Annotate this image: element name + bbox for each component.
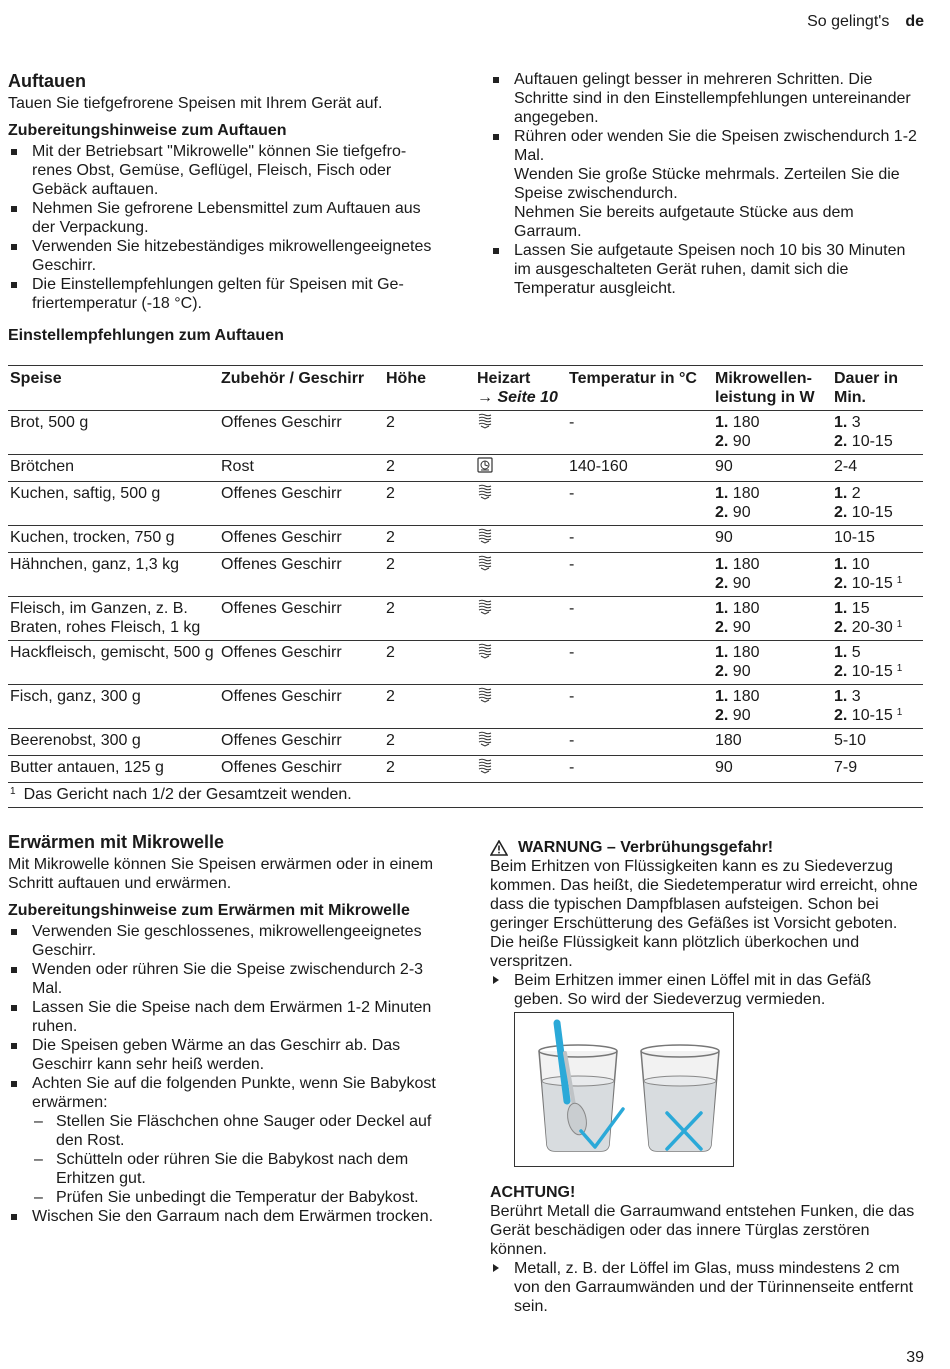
cell-speise: Kuchen, trocken, 750 g xyxy=(10,529,175,546)
header-speise: Speise xyxy=(10,370,62,387)
footnote-mark: 1 xyxy=(10,786,16,797)
leistung-step1: 180 xyxy=(732,644,760,661)
caution-title: ACHTUNG! xyxy=(490,1184,576,1201)
leistung-step2: 90 xyxy=(732,619,751,636)
microwave-icon xyxy=(477,599,493,615)
caution-text: Berührt Metall die Garraumwand entstehen Funken, die das Gerät beschädigen oder das innere Türglas zerstören können. xyxy=(490,1203,915,1258)
cell-speise: Beerenobst, 300 g xyxy=(10,732,141,749)
list-item: Lassen Sie die Speise nach dem Erwärmen 1-2 Minuten ruhen. xyxy=(8,998,440,1036)
footnote-ref: 1 xyxy=(896,575,903,586)
footnote-text: Das Gericht nach 1/2 der Gesamtzeit wenden. xyxy=(23,786,352,803)
cell-zubehoer: Offenes Geschirr xyxy=(221,529,342,546)
section-name: So gelingt's xyxy=(807,13,890,30)
cell-dauer xyxy=(832,411,923,455)
microwave-icon xyxy=(477,413,493,429)
cell-zubehoer: Offenes Geschirr xyxy=(221,485,342,502)
cell-leistung xyxy=(713,455,832,482)
sub-list-item: – Schütteln oder rühren Sie die Babykost nach dem Erhitzen gut. xyxy=(32,1150,440,1188)
step-number: 1. xyxy=(715,556,729,573)
auftauen-title: Auftauen xyxy=(8,71,86,91)
cell-zubehoer: Offenes Geschirr xyxy=(221,644,342,661)
leistung-step1: 180 xyxy=(732,414,760,431)
dauer-step1: 3 xyxy=(851,688,861,705)
cell-temp: - xyxy=(569,485,575,502)
cell-dauer xyxy=(832,641,923,685)
cell-dauer xyxy=(832,685,923,729)
footnote-ref: 1 xyxy=(896,663,903,674)
cell-heizart xyxy=(475,455,567,482)
hot-air-icon xyxy=(477,457,493,473)
cell-temp: - xyxy=(569,556,575,573)
cell-temp: - xyxy=(569,644,575,661)
header-heizart xyxy=(475,366,567,411)
sub-list-item: – Stellen Sie Fläschchen ohne Sauger oder Deckel auf den Rost. xyxy=(32,1112,440,1150)
cell-heizart xyxy=(475,411,567,455)
step-number: 2. xyxy=(715,504,729,521)
table-footnote xyxy=(8,783,923,808)
leistung-step1: 180 xyxy=(732,556,760,573)
step-number: 2. xyxy=(834,575,848,592)
cell-hoehe: 2 xyxy=(386,556,395,573)
step-number: 1. xyxy=(715,414,729,431)
warning-title: WARNUNG – Verbrühungsgefahr! xyxy=(518,839,774,856)
erwaermen-title: Erwärmen mit Mikrowelle xyxy=(8,832,225,852)
warning-heading xyxy=(490,838,922,857)
cell-temp: - xyxy=(569,414,575,431)
leistung-step2: 90 xyxy=(732,433,751,450)
dauer-step2: 20-30 xyxy=(851,619,893,636)
cell-leistung xyxy=(713,641,832,685)
cell-hoehe: 2 xyxy=(386,759,395,776)
dauer-step2: 10-15 xyxy=(851,575,893,592)
leistung-step1: 180 xyxy=(732,485,760,502)
footnote-ref: 1 xyxy=(896,707,903,718)
table-row xyxy=(8,685,923,729)
leistung-value: 90 xyxy=(715,529,733,546)
cell-heizart xyxy=(475,526,567,553)
dauer-step2: 10-15 xyxy=(851,433,893,450)
cell-speise: Kuchen, saftig, 500 g xyxy=(10,485,161,502)
cell-temp: - xyxy=(569,732,575,749)
microwave-icon xyxy=(477,555,493,571)
step-number: 1. xyxy=(715,600,729,617)
cell-hoehe: 2 xyxy=(386,732,395,749)
table-row xyxy=(8,482,923,526)
list-item: Verwenden Sie hitzebeständiges mikrowellengeeignetes Geschirr. xyxy=(8,237,440,275)
caution-action-list xyxy=(490,1259,922,1316)
step-number: 1. xyxy=(715,485,729,502)
dauer-value: 10-15 xyxy=(834,529,875,546)
page-number: 39 xyxy=(906,1349,924,1366)
dauer-step2: 10-15 xyxy=(851,707,893,724)
table-title: Einstellempfehlungen zum Auftauen xyxy=(8,327,284,344)
table-row xyxy=(8,597,923,641)
leistung-value: 90 xyxy=(715,458,733,475)
cell-leistung xyxy=(713,482,832,526)
step-number: 1. xyxy=(715,688,729,705)
cell-speise: Fleisch, im Ganzen, z. B. Braten, rohes Fleisch, 1 kg xyxy=(10,600,201,636)
header-zubehoer: Zubehör / Geschirr xyxy=(221,370,365,387)
caution-box xyxy=(490,1183,922,1316)
warning-text: Beim Erhitzen von Flüssigkeiten kann es zu Siedeverzug kommen. Das heißt, die Siedetemperatur wird erreicht, ohne dass die typischen Dampfblasen aufsteigen. Schon bei geringer Erschütterung des Gefäßes ist Vorsicht geboten. Die heiße Flüssigkeit kann plötzlich überkochen und verspritzen. xyxy=(490,858,918,970)
cell-leistung xyxy=(713,553,832,597)
header-leistung: Mikrowellenleistung in W xyxy=(715,370,815,406)
cell-temp: - xyxy=(569,688,575,705)
microwave-icon xyxy=(477,528,493,544)
list-item-text: Wenden Sie große Stücke mehrmals. Zerteilen Sie die Speise zwischendurch. xyxy=(514,166,900,202)
cell-hoehe: 2 xyxy=(386,485,395,502)
cell-hoehe: 2 xyxy=(386,688,395,705)
header-hoehe: Höhe xyxy=(386,370,426,387)
cell-temp: 140-160 xyxy=(569,458,628,475)
list-item xyxy=(8,1074,440,1207)
list-item-text: Nehmen Sie bereits aufgetaute Stücke aus dem Garraum. xyxy=(514,204,854,240)
cell-dauer xyxy=(832,482,923,526)
auftauen-right-column xyxy=(490,70,920,298)
dauer-step1: 15 xyxy=(851,600,870,617)
cell-heizart xyxy=(475,641,567,685)
step-number: 1. xyxy=(834,485,848,502)
warning-action-list xyxy=(490,971,922,1009)
auftauen-hints-title: Zubereitungshinweise zum Auftauen xyxy=(8,122,287,139)
warning-action: Beim Erhitzen immer einen Löffel mit in das Gefäß geben. So wird der Siedeverzug vermieden. xyxy=(490,971,922,1009)
auftauen-steps-list xyxy=(490,70,920,298)
leistung-step1: 180 xyxy=(732,688,760,705)
step-number: 2. xyxy=(715,433,729,450)
page-header xyxy=(807,12,924,31)
cell-hoehe: 2 xyxy=(386,458,395,475)
step-number: 1. xyxy=(834,556,848,573)
spoon-glass-illustration xyxy=(514,1012,734,1167)
language-code: de xyxy=(905,13,924,30)
dauer-value: 7-9 xyxy=(834,759,858,776)
cell-heizart xyxy=(475,553,567,597)
dauer-value: 5-10 xyxy=(834,732,867,749)
list-item: Wischen Sie den Garraum nach dem Erwärmen trocken. xyxy=(8,1207,440,1226)
microwave-icon xyxy=(477,731,493,747)
microwave-icon xyxy=(477,687,493,703)
cell-dauer xyxy=(832,455,923,482)
step-number: 1. xyxy=(834,600,848,617)
header-dauer: Dauer in Min. xyxy=(834,370,899,406)
caution-action: Metall, z. B. der Löffel im Glas, muss mindestens 2 cm von den Garraumwänden und der Türinnenseite entfernt sein. xyxy=(490,1259,922,1316)
table-row xyxy=(8,526,923,553)
step-number: 1. xyxy=(834,414,848,431)
step-number: 1. xyxy=(834,644,848,661)
list-item: Die Einstellempfehlungen gelten für Speisen mit Gefriertemperatur (-18 °C). xyxy=(8,275,440,313)
erwaermen-hints-list xyxy=(8,922,440,1226)
table-footnote-row xyxy=(8,783,923,808)
cell-temp: - xyxy=(569,600,575,617)
glass-comparison-image xyxy=(515,1013,733,1166)
cell-heizart xyxy=(475,685,567,729)
cell-zubehoer: Offenes Geschirr xyxy=(221,600,342,617)
step-number: 2. xyxy=(715,707,729,724)
erwaermen-hints-title: Zubereitungshinweise zum Erwärmen mit Mikrowelle xyxy=(8,902,410,919)
warning-box xyxy=(490,838,922,1009)
step-number: 2. xyxy=(715,619,729,636)
cell-speise: Hackfleisch, gemischt, 500 g xyxy=(10,644,214,661)
list-item: Die Speisen geben Wärme an das Geschirr ab. Das Geschirr kann sehr heiß werden. xyxy=(8,1036,440,1074)
microwave-icon xyxy=(477,484,493,500)
sub-list-item: – Prüfen Sie unbedingt die Temperatur der Babykost. xyxy=(32,1188,440,1207)
cell-zubehoer: Offenes Geschirr xyxy=(221,688,342,705)
dauer-step1: 5 xyxy=(851,644,861,661)
cell-zubehoer: Offenes Geschirr xyxy=(221,732,342,749)
leistung-step2: 90 xyxy=(732,663,751,680)
settings-table xyxy=(8,365,923,808)
cell-hoehe: 2 xyxy=(386,529,395,546)
cell-hoehe: 2 xyxy=(386,644,395,661)
cell-leistung xyxy=(713,729,832,756)
cell-leistung xyxy=(713,685,832,729)
table-row xyxy=(8,411,923,455)
cell-temp: - xyxy=(569,529,575,546)
cell-dauer xyxy=(832,553,923,597)
header-heizart-ref[interactable]: → Seite 10 xyxy=(477,389,558,406)
cell-heizart xyxy=(475,756,567,783)
header-temp: Temperatur in °C xyxy=(569,370,697,387)
leistung-step2: 90 xyxy=(732,575,751,592)
microwave-icon xyxy=(477,758,493,774)
auftauen-intro: Tauen Sie tiefgefrorene Speisen mit Ihrem Gerät auf. xyxy=(8,95,383,112)
step-number: 2. xyxy=(715,663,729,680)
erwaermen-column xyxy=(8,831,440,1226)
cell-speise: Hähnchen, ganz, 1,3 kg xyxy=(10,556,180,573)
leistung-step1: 180 xyxy=(732,600,760,617)
table-row xyxy=(8,729,923,756)
dauer-step1: 2 xyxy=(851,485,861,502)
step-number: 1. xyxy=(715,644,729,661)
dauer-value: 2-4 xyxy=(834,458,858,475)
dauer-step1: 10 xyxy=(851,556,870,573)
cell-heizart xyxy=(475,482,567,526)
step-number: 2. xyxy=(834,433,848,450)
leistung-step2: 90 xyxy=(732,707,751,724)
cell-dauer xyxy=(832,526,923,553)
list-item: Lassen Sie aufgetaute Speisen noch 10 bis 30 Minuten im ausgeschalteten Gerät ruhen, damit sich die Temperatur ausgleicht. xyxy=(490,241,920,298)
cell-temp: - xyxy=(569,759,575,776)
list-item: Mit der Betriebsart "Mikrowelle" können Sie tiefgefrorenes Obst, Gemüse, Geflügel, Fleisch, Fisch oder Gebäck auftauen. xyxy=(8,142,440,199)
dauer-step1: 3 xyxy=(851,414,861,431)
step-number: 2. xyxy=(834,504,848,521)
dauer-step2: 10-15 xyxy=(851,663,893,680)
footnote-ref: 1 xyxy=(896,619,903,630)
cell-zubehoer: Offenes Geschirr xyxy=(221,556,342,573)
auftauen-hints-list xyxy=(8,142,440,313)
cell-dauer xyxy=(832,756,923,783)
warning-triangle-icon xyxy=(490,840,508,856)
table-row xyxy=(8,756,923,783)
cell-leistung xyxy=(713,756,832,783)
cell-speise: Brot, 500 g xyxy=(10,414,89,431)
table-row xyxy=(8,455,923,482)
list-item: Wenden oder rühren Sie die Speise zwischendurch 2-3 Mal. xyxy=(8,960,440,998)
table-row xyxy=(8,553,923,597)
step-number: 2. xyxy=(834,663,848,680)
step-number: 2. xyxy=(715,575,729,592)
cell-speise: Butter antauen, 125 g xyxy=(10,759,164,776)
step-number: 1. xyxy=(834,688,848,705)
cell-speise: Brötchen xyxy=(10,458,75,475)
list-item-text: Achten Sie auf die folgenden Punkte, wenn Sie Babykost erwärmen: xyxy=(32,1075,436,1111)
microwave-icon xyxy=(477,643,493,659)
cell-zubehoer: Rost xyxy=(221,458,254,475)
auftauen-left-column xyxy=(8,70,440,313)
list-item: Nehmen Sie gefrorene Lebensmittel zum Auftauen aus der Verpackung. xyxy=(8,199,440,237)
cell-leistung xyxy=(713,526,832,553)
leistung-step2: 90 xyxy=(732,504,751,521)
table-header-row xyxy=(8,366,923,411)
header-heizart-label: Heizart xyxy=(477,370,531,387)
list-item xyxy=(490,127,920,241)
cell-dauer xyxy=(832,597,923,641)
table-row xyxy=(8,641,923,685)
list-item-text: Rühren oder wenden Sie die Speisen zwischendurch 1-2 Mal. xyxy=(514,128,917,164)
step-number: 2. xyxy=(834,619,848,636)
cell-heizart xyxy=(475,597,567,641)
leistung-value: 180 xyxy=(715,732,742,749)
cell-dauer xyxy=(832,729,923,756)
cell-zubehoer: Offenes Geschirr xyxy=(221,759,342,776)
cell-speise: Fisch, ganz, 300 g xyxy=(10,688,141,705)
leistung-value: 90 xyxy=(715,759,733,776)
babykost-list xyxy=(32,1112,440,1207)
cell-zubehoer: Offenes Geschirr xyxy=(221,414,342,431)
cell-leistung xyxy=(713,597,832,641)
cell-heizart xyxy=(475,729,567,756)
cell-hoehe: 2 xyxy=(386,600,395,617)
cell-leistung xyxy=(713,411,832,455)
dauer-step2: 10-15 xyxy=(851,504,893,521)
list-item: Auftauen gelingt besser in mehreren Schritten. Die Schritte sind in den Einstellempfehlungen untereinander angegeben. xyxy=(490,70,920,127)
list-item: Verwenden Sie geschlossenes, mikrowellengeeignetes Geschirr. xyxy=(8,922,440,960)
erwaermen-intro: Mit Mikrowelle können Sie Speisen erwärmen oder in einem Schritt auftauen und erwärmen. xyxy=(8,856,434,892)
cell-hoehe: 2 xyxy=(386,414,395,431)
step-number: 2. xyxy=(834,707,848,724)
